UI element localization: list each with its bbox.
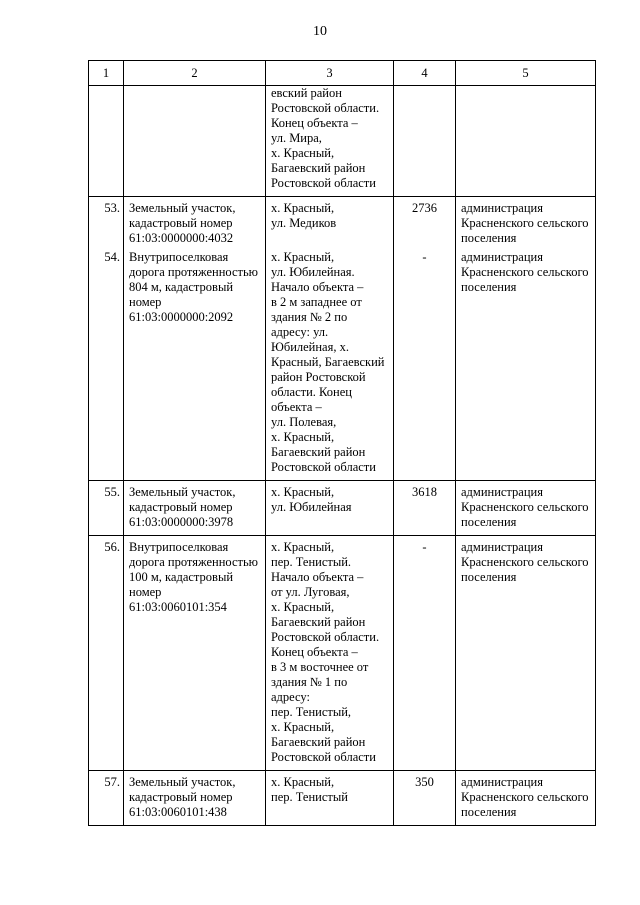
row-area-cell (394, 86, 456, 197)
row-description-cell: Земельный участок, кадастровый номер 61:03:0060101:438 (124, 771, 266, 826)
column-header-number: 1 (89, 61, 124, 86)
row-address-cell: х. Красный, пер. Тенистый (266, 771, 394, 826)
row-number-cell: 56. (89, 536, 124, 771)
row-description-cell: Внутрипоселковая дорога протяженностью 100 м, кадастровый номер 61:03:0060101:354 (124, 536, 266, 771)
column-header-address: 3 (266, 61, 394, 86)
objects-table-container (88, 60, 595, 826)
objects-table (88, 60, 596, 826)
table-row (89, 536, 596, 771)
column-header-description: 2 (124, 61, 266, 86)
row-address-cell: х. Красный, ул. Медиков (266, 197, 394, 247)
row-area-cell: 2736 (394, 197, 456, 247)
row-description-cell (124, 86, 266, 197)
row-description-cell: Внутрипоселковая дорога протяженностью 804 м, кадастровый номер 61:03:0000000:2092 (124, 246, 266, 481)
row-description-cell: Земельный участок, кадастровый номер 61:03:0000000:3978 (124, 481, 266, 536)
row-owner-cell: администрация Красненского сельского поселения (456, 197, 596, 247)
row-number-cell (89, 86, 124, 197)
row-number-cell: 54. (89, 246, 124, 481)
row-owner-cell (456, 86, 596, 197)
row-area-cell: - (394, 536, 456, 771)
table-row-continuation (89, 86, 596, 197)
column-header-owner: 5 (456, 61, 596, 86)
row-address-cell: х. Красный, ул. Юбилейная (266, 481, 394, 536)
table-row (89, 197, 596, 247)
row-number-cell: 57. (89, 771, 124, 826)
row-number-cell: 53. (89, 197, 124, 247)
row-address-cell: х. Красный, ул. Юбилейная. Начало объекта – в 2 м западнее от здания № 2 по адресу: ул. Юбилейная, х. Красный, Багаевский район Ростовской области. Конец объекта – ул. Полевая, х. Красный, Багаевский район Ростовской области (266, 246, 394, 481)
row-owner-cell: администрация Красненского сельского поселения (456, 246, 596, 481)
table-row (89, 771, 596, 826)
table-header-row (89, 61, 596, 86)
row-description-cell: Земельный участок, кадастровый номер 61:03:0000000:4032 (124, 197, 266, 247)
row-address-cell: евский район Ростовской области. Конец объекта – ул. Мира, х. Красный, Багаевский район Ростовской области (266, 86, 394, 197)
row-area-cell: 350 (394, 771, 456, 826)
row-owner-cell: администрация Красненского сельского поселения (456, 771, 596, 826)
row-number-cell: 55. (89, 481, 124, 536)
table-row (89, 481, 596, 536)
table-row (89, 246, 596, 481)
row-area-cell: 3618 (394, 481, 456, 536)
row-owner-cell: администрация Красненского сельского поселения (456, 481, 596, 536)
page-number: 10 (313, 24, 327, 39)
row-address-cell: х. Красный, пер. Тенистый. Начало объекта – от ул. Луговая, х. Красный, Багаевский район Ростовской области. Конец объекта – в 3 м восточнее от здания № 1 по адресу: пер. Тенистый, х. Красный, Багаевский район Ростовской области (266, 536, 394, 771)
row-owner-cell: администрация Красненского сельского поселения (456, 536, 596, 771)
column-header-area: 4 (394, 61, 456, 86)
row-area-cell: - (394, 246, 456, 481)
